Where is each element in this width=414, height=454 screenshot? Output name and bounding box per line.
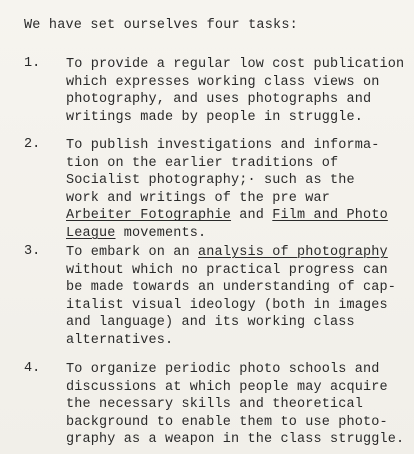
task-line: be made towards an understanding of cap- bbox=[66, 280, 397, 296]
task-line: alternatives. bbox=[66, 332, 174, 348]
task-line bbox=[66, 207, 388, 225]
task-line: graphy as a weapon in the class struggle. bbox=[66, 432, 405, 448]
task-text bbox=[66, 137, 388, 243]
task-number: 4. bbox=[24, 361, 41, 376]
task-line: To organize periodic photo schools and bbox=[66, 362, 380, 377]
task-number: 2. bbox=[24, 137, 41, 152]
task-text bbox=[66, 56, 404, 126]
underlined-term: League bbox=[66, 225, 116, 241]
underlined-term: analysis of photography bbox=[198, 245, 388, 260]
task-line: work and writings of the pre war bbox=[66, 190, 331, 206]
task-line: the necessary skills and theoretical bbox=[66, 397, 364, 413]
task-line bbox=[66, 225, 388, 243]
intro-text: We have set ourselves four tasks: bbox=[24, 18, 298, 33]
task-line-segment: and bbox=[231, 208, 273, 224]
task-text bbox=[66, 244, 396, 350]
task-line: without which no practical progress can bbox=[66, 262, 388, 278]
task-number: 1. bbox=[24, 56, 41, 71]
task-line: italist visual ideology (both in images bbox=[66, 297, 388, 313]
task-number: 3. bbox=[24, 244, 41, 259]
task-line: writings made by people in struggle. bbox=[66, 109, 364, 125]
task-line: which expresses working class views on bbox=[66, 74, 380, 90]
task-line-segment: movements. bbox=[115, 225, 207, 241]
task-line: To publish investigations and informa- bbox=[66, 138, 380, 153]
task-line: photography, and uses photographs and bbox=[66, 92, 372, 108]
underlined-term: Film and Photo bbox=[272, 208, 388, 224]
task-line-segment: To embark on an bbox=[66, 245, 199, 260]
task-line: background to enable them to use photo- bbox=[66, 414, 388, 430]
task-text bbox=[66, 361, 404, 449]
underlined-term: Arbeiter Fotographie bbox=[66, 208, 232, 224]
task-line: To provide a regular low cost publication bbox=[66, 57, 405, 72]
task-line: Socialist photography;· such as the bbox=[66, 173, 355, 189]
task-line: discussions at which people may acquire bbox=[66, 379, 388, 395]
task-line: and language) and its working class bbox=[66, 315, 355, 331]
task-line: tion on the earlier traditions of bbox=[66, 155, 339, 171]
task-line bbox=[66, 244, 396, 262]
